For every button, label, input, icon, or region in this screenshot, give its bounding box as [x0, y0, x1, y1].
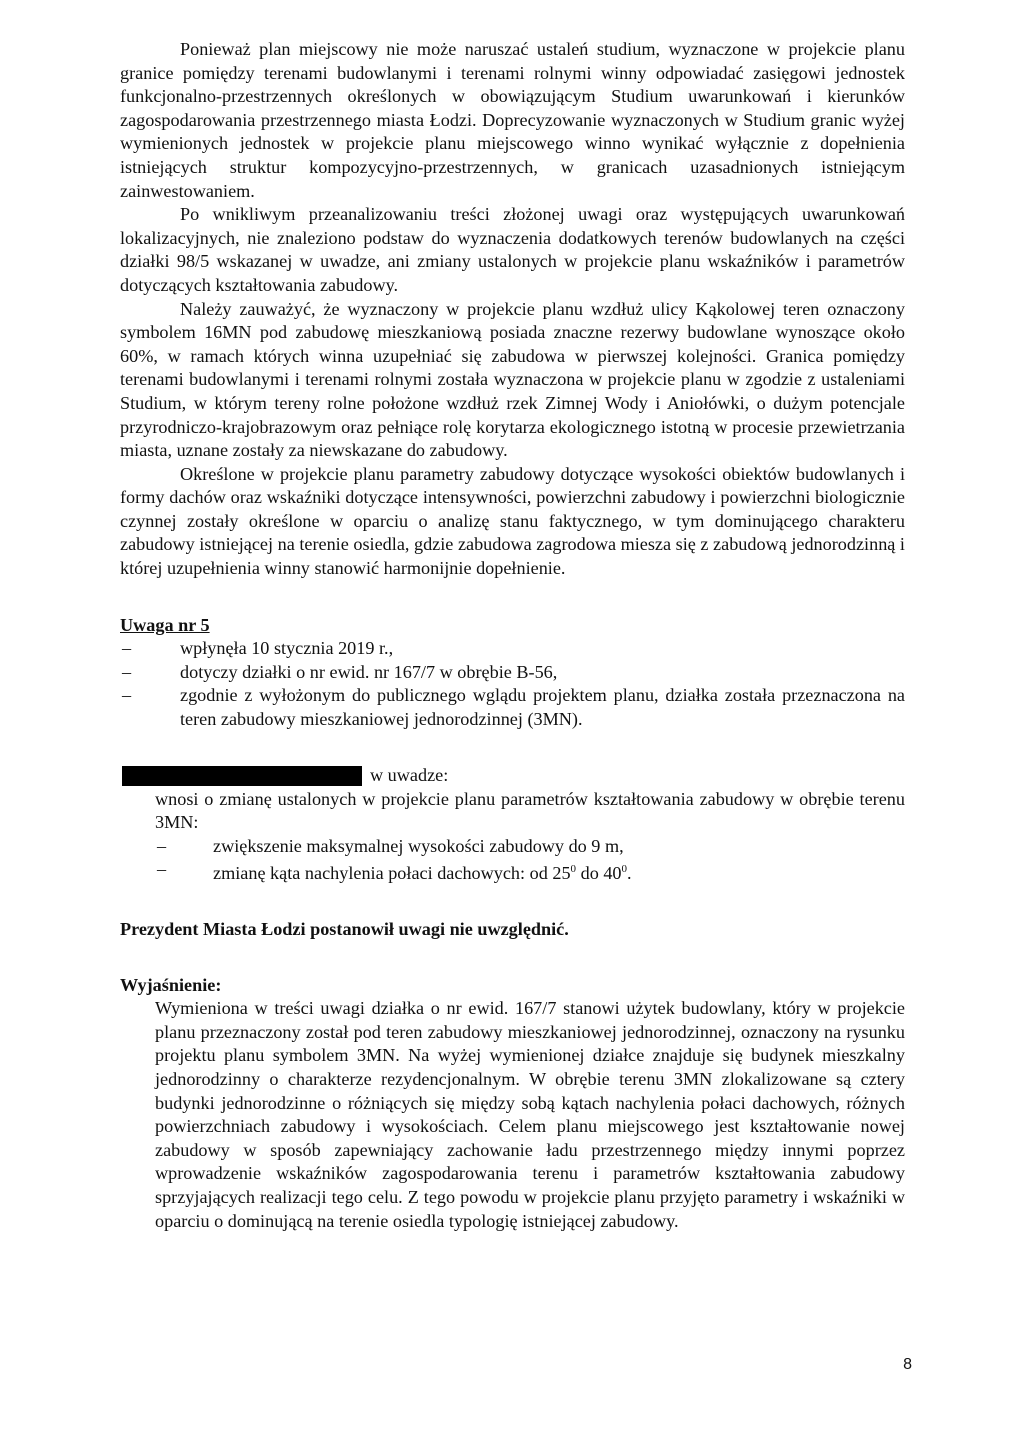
paragraph-2: Po wnikliwym przeanalizowaniu treści złożonej uwagi oraz występujących uwarunkowań lokalizacyjnych, nie znaleziono podstaw do wyznaczenia dodatkowych terenów budowlanych na części działki 98/5 wskazanej w uwadze, ani zmiany ustalonych w projekcie planu wskaźników i parametrów dotyczących kształtowania zabudowy.: [120, 204, 905, 295]
author-line: [120, 764, 905, 788]
paragraph-4: Określone w projekcie planu parametry zabudowy dotyczące wysokości obiektów budowlanych i formy dachów oraz wskaźniki dotyczące intensywności, powierzchni zabudowy i powierzchni biologicznie czynnej zostały określone w oparciu o analizę stanu faktycznego, w tym dominującego charakteru zabudowy istniejącej na terenie osiedla, gdzie zabudowa zagrodowa miesza się z zabudową jednorodzinną i której uzupełnienia winny stanowić harmonijnie dopełnienie.: [120, 463, 905, 579]
list-item: – zwiększenie maksymalnej wysokości zabudowy do 9 m,: [155, 835, 905, 859]
request-block: [120, 788, 905, 886]
list-item: – zmianę kąta nachylenia połaci dachowych: od $25^0$ do $40^0$.: [155, 858, 905, 886]
list-item: – dotyczy działki o nr ewid. nr 167/7 w obrębie B-56,: [120, 661, 905, 685]
page-number: 8: [903, 1356, 912, 1373]
document-page: [120, 38, 905, 1233]
uwaga-details-list: [120, 637, 905, 731]
request-intro: wnosi o zmianę ustalonych w projekcie planu parametrów kształtowania zabudowy w obrębie terenu 3MN:: [155, 788, 905, 833]
explanation-text: Wymieniona w treści uwagi działka o nr ewid. 167/7 stanowi użytek budowlany, który w projekcie planu przeznaczony został pod teren zabudowy mieszkaniowej jednorodzinnej, oznaczony na rysunku projektu planu symbolem 3MN. Na wyżej wymienionej działce znajduje się budynek mieszkalny jednorodzinny o charakterze rezydencjonalnym. W obrębie terenu 3MN zlokalizowane są cztery budynki jednorodzinne o różniących się między sobą kątach nachylenia połaci dachowych, różnych powierzchniach zabudowy i wysokościach. Celem planu miejscowego jest kształtowanie nowej zabudowy w sposób zapewniający zachowanie ładu przestrzennego między innymi poprzez wprowadzenie wskaźników zagospodarowania terenu i parametrów kształtowania zabudowy sprzyjających realizacji tego celu. Z tego powodu w projekcie planu przyjęto parametry i wskaźniki w oparciu o dominującą na terenie osiedla typologię istniejącej zabudowy.: [155, 998, 905, 1231]
explanation-heading: Wyjaśnienie:: [120, 974, 222, 995]
degree-superscript: 0: [621, 863, 628, 876]
author-suffix: w uwadze:: [370, 764, 449, 785]
angle-from-text: zmianę kąta nachylenia połaci dachowych: od 25: [213, 863, 571, 884]
list-item: – wpłynęła 10 stycznia 2019 r.,: [120, 637, 905, 661]
paragraph-3: Należy zauważyć, że wyznaczony w projekcie planu wzdłuż ulicy Kąkolowej teren oznaczony symbolem 16MN pod zabudowę mieszkaniową posiada znaczne rezerwy budowlane wynoszące około 60%, w ramach których winna uzupełniać się zabudowa w pierwszej kolejności. Granica pomiędzy terenami budowlanymi i terenami rolnymi została wyznaczona w projekcie planu w zgodzie z ustaleniami Studium, w którym tereny rolne położone wzdłuż rzek Zimnej Wody i Aniołówki, o dużym potencjale przyrodniczo-krajobrazowym oraz pełniące rolę korytarza ekologicznego istotną w procesie przewietrzania miasta, uznane zostały za niewskazane do zabudowy.: [120, 298, 905, 461]
degree-superscript: 0: [570, 863, 577, 876]
list-item: – zgodnie z wyłożonym do publicznego wglądu projektem planu, działka została przeznaczona na teren zabudowy mieszkaniowej jednorodzinnej (3MN).: [120, 684, 905, 731]
redacted-author-block: [122, 766, 362, 786]
section-heading-uwaga: Uwaga nr 5: [120, 614, 210, 635]
angle-to-text: do 40: [580, 863, 622, 884]
request-list: [155, 835, 905, 886]
paragraph-1: Ponieważ plan miejscowy nie może naruszać ustaleń studium, wyznaczone w projekcie planu granice pomiędzy terenami budowlanymi i terenami rolnymi winny odpowiadać zasięgowi jednostek funkcjonalno-przestrzennych określonych w obowiązującym Studium uwarunkowań i kierunków zagospodarowania przestrzennego miasta Łodzi. Doprecyzowanie wyznaczonych w Studium granic wyżej wymienionych jednostek w projekcie planu miejscowego winno wynikać wyłącznie z dopełnienia istniejących struktur kompozycyjno-przestrzennych, w granicach uzasadnionych istniejącym zainwestowaniem.: [120, 39, 905, 201]
explanation-block: [120, 997, 905, 1233]
decision-statement: Prezydent Miasta Łodzi postanowił uwagi nie uwzględnić.: [120, 919, 569, 940]
